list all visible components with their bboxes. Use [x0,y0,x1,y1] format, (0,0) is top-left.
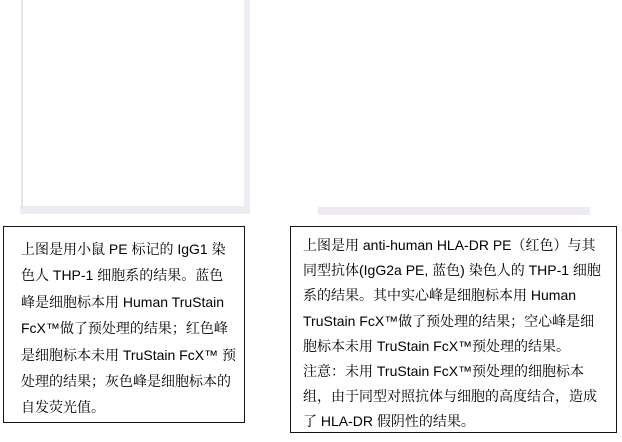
right-caption-paragraph-2: 注意：未用 TruStain FcX™预处理的细胞标本组，由于同型对照抗体与细胞的高度结合，造成了 HLA-DR 假阴性的结果。 [303,363,597,430]
left-caption-text: 上图是用小鼠 PE 标记的 IgG1 染色人 THP-1 细胞系的结果。蓝色峰是细胞标本用 Human TruStain FcX™做了预处理的结果；红色峰是细胞标本未用 TruStain FcX™ 预处理的结果；灰色峰是细胞标本的自发荧光值。 [21,241,236,416]
panel-edge-bottom [318,207,590,215]
right-caption-box [290,226,617,433]
left-caption-box [3,226,245,423]
right-caption-paragraph-1: 上图是用 anti-human HLA-DR PE（红色）与其同型抗体(IgG2a PE, 蓝色) 染色人的 THP-1 细胞系的结果。其中实心峰是细胞标本用 Human TruStain FcX™做了预处理的结果；空心峰是细胞标本未用 TruStain FcX™预处理的结果。 [303,237,601,354]
left-flow-histogram [20,0,246,206]
panel-edge-right [244,0,250,208]
left-flow-histogram-panel [20,0,250,214]
right-3d-histogram-panel [318,0,590,215]
panel-edge-bottom [20,206,250,214]
right-3d-waterfall-histogram [318,0,590,215]
panel-edge-left [21,0,23,208]
